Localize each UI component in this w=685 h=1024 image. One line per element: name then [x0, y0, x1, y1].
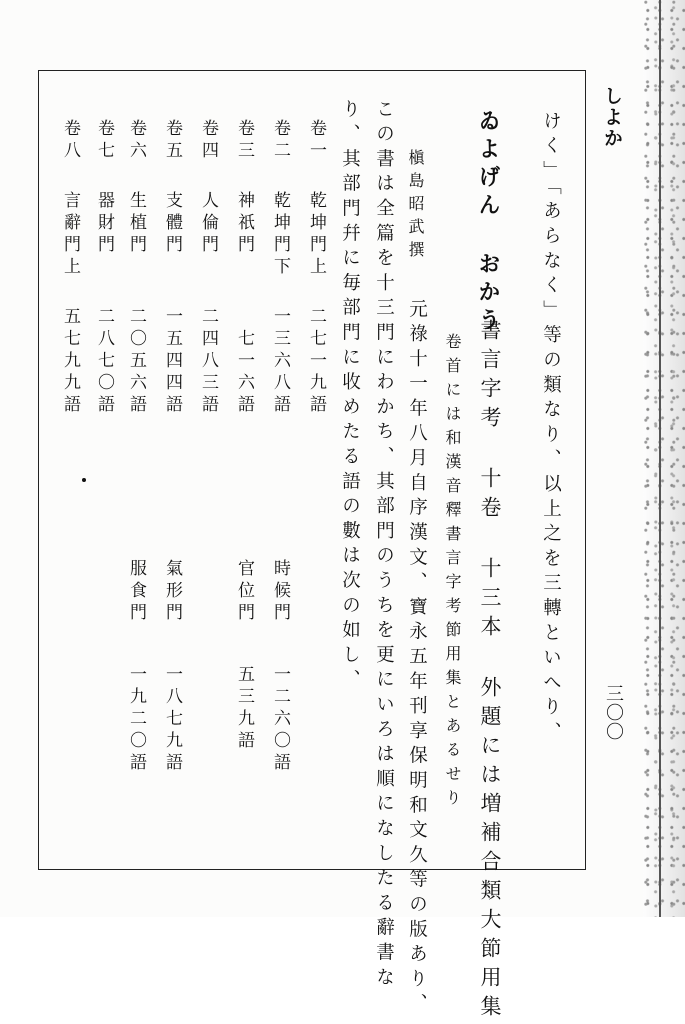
vol-3-count: 七一六語: [234, 329, 254, 417]
vol-3-label: 卷三: [234, 119, 254, 163]
vol-3-count-2: 五三九語: [234, 665, 254, 753]
entry-desc-1: 元祿十一年八月自序漢文、寶永五年刊享保明和文久等の版あり、: [406, 299, 428, 1019]
vol-7-label: 卷七: [94, 119, 114, 163]
vol-3-category-2: 官位門: [234, 559, 254, 625]
prev-entry-line: けく」「あらなく」等の類なり、以上之を三轉といへり、: [540, 111, 562, 747]
entry-desc-3: り、其部門幷に毎部門に收めたる語の數は次の如し、: [339, 99, 361, 695]
vol-6-count: 二〇五六語: [126, 307, 146, 417]
vol-2-label: 卷二: [270, 119, 290, 163]
entry-heading: ゐよげん おかう: [475, 109, 500, 336]
scan-edge-line: [659, 0, 661, 917]
vol-3-category: 神祇門: [234, 191, 254, 257]
page-number: 三〇〇: [603, 684, 624, 741]
vol-5-count: 一五四四語: [162, 307, 182, 417]
text-frame: [38, 70, 586, 1024]
vol-6-label: 卷六: [126, 119, 146, 163]
vol-6-count-2: 一九二〇語: [126, 665, 146, 775]
vol-8-count: 五七九九語: [60, 307, 80, 417]
entry-subtitle: 卷首には和漢音釋書言字考節用集とあるせり: [443, 333, 462, 813]
vol-2-count: 一三六八語: [270, 307, 290, 417]
vol-8-label: 卷八: [60, 119, 80, 163]
vol-7-count: 二八七〇語: [94, 307, 114, 417]
vol-1-label: 卷一: [306, 119, 326, 163]
vol-1-count: 二七一九語: [306, 307, 326, 417]
vol-2-category-2: 時候門: [270, 559, 290, 625]
vol-7-category: 器財門: [94, 191, 114, 257]
vol-8-category: 言辭門上: [60, 191, 80, 279]
vol-6-category: 生植門: [126, 191, 146, 257]
vol-5-count-2: 一八七九語: [162, 665, 182, 775]
vol-6-category-2: 服食門: [126, 559, 146, 625]
vol-1-category: 乾坤門上: [306, 191, 326, 279]
entry-desc-2: この書は全篇を十三門にわかち、其部門のうちを更にいろは順になしたる辭書な: [373, 99, 395, 992]
vol-4-count: 二四八三語: [198, 307, 218, 417]
vol-5-label: 卷五: [162, 119, 182, 163]
vol-2-count-2: 一二六〇語: [270, 665, 290, 775]
vol-5-category-2: 氣形門: [162, 559, 182, 625]
scan-edge: [643, 0, 685, 917]
ink-dot: [82, 478, 86, 482]
vol-4-category: 人倫門: [198, 191, 218, 257]
vol-2-category: 乾坤門下: [270, 191, 290, 279]
vol-5-category: 支體門: [162, 191, 182, 257]
section-marker: しよか: [601, 86, 623, 149]
entry-author: 槇島昭武撰: [406, 149, 425, 264]
vol-4-label: 卷四: [198, 119, 218, 163]
entry-title: 書言字考 十卷 十三本 外題には増補合類大節用集: [478, 319, 502, 1024]
